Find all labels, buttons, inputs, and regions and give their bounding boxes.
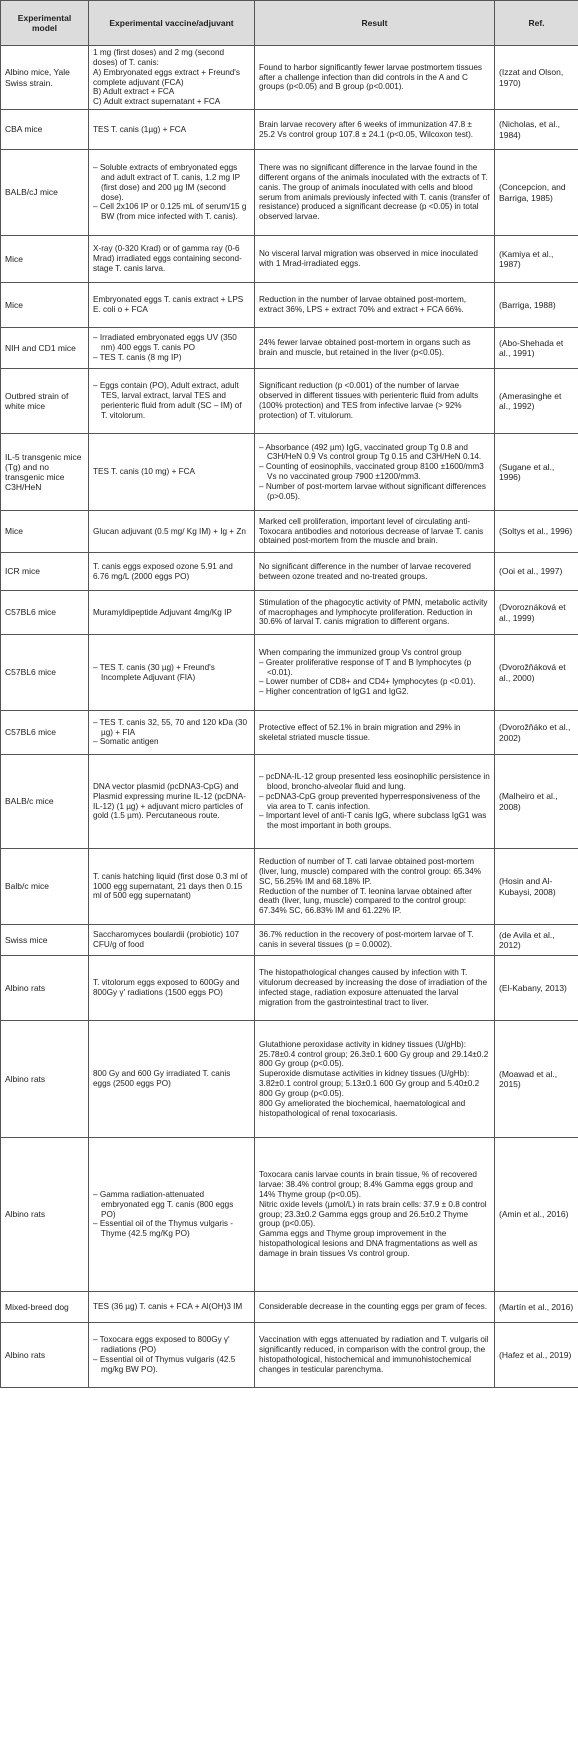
table-row — [1, 925, 578, 956]
result-line: Gamma eggs and Thyme group improvement in the histopathological lesions and DNA fragmentations as well as damage in brain tissues Vs control group. — [259, 1229, 478, 1259]
ref-cell: (Dvorožňáková et al., 2000) — [495, 635, 578, 711]
result-line: – pcDNA-IL-12 group presented less eosinophilic persistence in blood, broncho-alveolar fluid and lung. — [259, 772, 490, 791]
model-cell: BALB/cJ mice — [1, 150, 89, 236]
result-cell — [255, 1138, 495, 1292]
table-row — [1, 849, 578, 925]
vaccine-line: – Toxocara eggs exposed to 800Gy γ' radiations (PO) — [93, 1335, 230, 1355]
vaccine-line: TES (36 µg) T. canis + FCA + Al(OH)3 IM — [93, 1302, 243, 1312]
model-cell: Albino rats — [1, 1021, 89, 1138]
result-line: Reduction of the number of T. leonina larvae obtained after death (liver, lung, muscle) compared to the control group: 67.34% SC, 66.83% IM and 61.22% IP. — [259, 886, 472, 916]
vaccine-line: – Gamma radiation-attenuated embryonated egg T. canis (800 eggs PO) — [93, 1189, 234, 1219]
result-line: 36.7% reduction in the recovery of post-mortem larvae of T. canis in several tissues (p = 0.0002). — [259, 930, 474, 950]
vaccine-line: – Essential oil of the Thymus vulgaris - Thyme (42.5 mg/Kg PO) — [93, 1219, 234, 1239]
ref-cell: (Hafez et al., 2019) — [495, 1323, 578, 1388]
result-cell — [255, 1021, 495, 1138]
vaccine-line: TES T. canis (10 mg) + FCA — [93, 467, 195, 477]
header-model: Experimental model — [1, 1, 89, 46]
result-line: Found to harbor significantly fewer larvae postmortem tissues after a challenge infection than did controls in the A and C groups (p<0.05) and B group (p<0.001). — [259, 62, 482, 92]
vaccine-cell — [89, 635, 255, 711]
vaccine-line: Saccharomyces boulardii (probiotic) 107 CFU/g of food — [93, 930, 240, 950]
table-row — [1, 110, 578, 150]
model-cell: Outbred strain of white mice — [1, 369, 89, 434]
vaccine-line: – Soluble extracts of embryonated eggs and adult extract of T. canis, 1.2 mg IP (first dose) and 200 µg IM (second dose). — [93, 163, 240, 202]
model-cell: Balb/c mice — [1, 849, 89, 925]
ref-cell: (Concepcion, and Barriga, 1985) — [495, 150, 578, 236]
result-cell — [255, 849, 495, 925]
model-cell: CBA mice — [1, 110, 89, 150]
vaccine-cell — [89, 755, 255, 849]
table-row — [1, 1021, 578, 1138]
result-line: Reduction of number of T. cati larvae obtained post-mortem (liver, lung, muscle) compared with the control group: 65.34% SC, 56.25% IM and 68.18% IP. — [259, 857, 482, 886]
table-row — [1, 434, 578, 511]
ref-cell: (Moawad et al., 2015) — [495, 1021, 578, 1138]
vaccine-cell — [89, 956, 255, 1021]
vaccine-line: – Irradiated embryonated eggs UV (350 nm) 400 eggs T. canis PO — [93, 333, 237, 353]
result-line: There was no significant difference in the larvae found in the different organs of the animals inoculated with the extracts of T. canis. The group of animals inoculated with cells and blood serum from animals previously infected with T. canis (transfer of resistance) produced a significant decrease (p <0.05) in total observed larvae. — [259, 163, 490, 222]
result-line: No significant difference in the number of larvae recovered between ozone treated and no-treated groups. — [259, 561, 471, 581]
vaccine-cell — [89, 1292, 255, 1323]
table-row — [1, 46, 578, 110]
vaccine-line: A) Embryonated eggs extract + Freund's complete adjuvant (FCA) — [93, 67, 240, 87]
result-cell — [255, 369, 495, 434]
table-row — [1, 553, 578, 591]
table-row — [1, 236, 578, 283]
vaccine-cell — [89, 46, 255, 110]
model-cell: BALB/c mice — [1, 755, 89, 849]
table-row — [1, 511, 578, 553]
model-cell: Albino rats — [1, 1323, 89, 1388]
vaccine-line: Embryonated eggs T. canis extract + LPS E. coli o + FCA — [93, 295, 244, 315]
vaccine-line: – TES T. canis 32, 55, 70 and 120 kDa (30 µg) + FIA — [93, 717, 247, 737]
table-row — [1, 591, 578, 635]
result-line: Vaccination with eggs attenuated by radiation and T. vulgaris oil significantly reduced, in comparison with the control group, the histopathological, histochemical and immunohistochemical changes in testicular parenchyma. — [259, 1335, 489, 1374]
vaccine-cell — [89, 925, 255, 956]
vaccine-line: C) Adult extract supernatant + FCA — [93, 97, 221, 107]
result-cell — [255, 1323, 495, 1388]
model-cell: C57BL6 mice — [1, 635, 89, 711]
result-cell — [255, 1292, 495, 1323]
vaccine-cell — [89, 236, 255, 283]
model-cell: C57BL6 mice — [1, 591, 89, 635]
result-line: – Lower number of CD8+ and CD4+ lymphocytes (p <0.01). — [259, 677, 476, 687]
vaccine-cell — [89, 1138, 255, 1292]
result-cell — [255, 46, 495, 110]
result-line: Superoxide dismutase activities in kidney tissues (U/gHb): 3.82±0.1 control group; 5.13±0.1 600 Gy group and 5.40±0.2 800 Gy group (p<0.05). — [259, 1069, 480, 1098]
result-line: – Absorbance (492 µm) IgG, vaccinated group Tg 0.8 and C3H/HeN 0.9 Vs control group Tg 0.15 and C3H/HeN 0.14. — [259, 442, 482, 462]
model-cell: IL-5 transgenic mice (Tg) and no transgenic mice C3H/HeN — [1, 434, 89, 511]
table-row — [1, 755, 578, 849]
vaccine-cell — [89, 511, 255, 553]
result-cell — [255, 711, 495, 755]
table-row — [1, 150, 578, 236]
result-line: When comparing the immunized group Vs control group — [259, 647, 462, 657]
model-cell: Mice — [1, 236, 89, 283]
ref-cell: (Dvorožňáko et al., 2002) — [495, 711, 578, 755]
ref-cell: (Abo-Shehada et al., 1991) — [495, 328, 578, 369]
ref-cell: (Soltys et al., 1996) — [495, 511, 578, 553]
result-cell — [255, 635, 495, 711]
table-row — [1, 711, 578, 755]
result-line: Marked cell proliferation, important level of circulating anti-Toxocara antibodies and notorious decrease of larvae T. canis obtained post-mortem from the muscle and brain. — [259, 516, 484, 546]
model-cell: Albino mice, Yale Swiss strain. — [1, 46, 89, 110]
result-line: Protective effect of 52.1% in brain migration and 29% in skeletal striated muscle tissue. — [259, 722, 461, 742]
model-cell: Mixed-breed dog — [1, 1292, 89, 1323]
vaccine-cell — [89, 1021, 255, 1138]
table-body — [1, 46, 578, 1388]
vaccine-line: – Cell 2x106 IP or 0.125 mL of serum/15 g BW (from mice infected with T. canis). — [93, 202, 247, 222]
vaccine-cell — [89, 369, 255, 434]
result-cell — [255, 591, 495, 635]
ref-cell: (de Avila et al., 2012) — [495, 925, 578, 956]
result-cell — [255, 755, 495, 849]
result-line: Stimulation of the phagocytic activity of PMN, metabolic activity of macrophages and lymphocyte proliferation. Reduction in 30.6% of larval T. canis migration to different organs. — [259, 597, 488, 627]
vaccine-cell — [89, 591, 255, 635]
result-cell — [255, 925, 495, 956]
result-line: No visceral larval migration was observed in mice inoculated with 1 Mrad-irradiated eggs. — [259, 249, 478, 269]
ref-cell: (El-Kabany, 2013) — [495, 956, 578, 1021]
vaccine-line: 800 Gy and 600 Gy irradiated T. canis eggs (2500 eggs PO) — [93, 1069, 231, 1089]
result-line: Reduction in the number of larvae obtained post-mortem, extract 36%, LPS + extract 70% and extract + FCA 66%. — [259, 295, 467, 315]
vaccine-cell — [89, 434, 255, 511]
table-row — [1, 956, 578, 1021]
vaccine-cell — [89, 1323, 255, 1388]
table-row — [1, 1323, 578, 1388]
result-line: The histopathological changes caused by infection with T. vitulorum decreased by increasing the dose of irradiation of the infected stage, radiation exposure attenuated the larval migration from the gastrointestinal tract to liver. — [259, 968, 488, 1007]
vaccine-line: T. vitolorum eggs exposed to 600Gy and 800Gy γ' radiations (1500 eggs PO) — [93, 978, 240, 998]
model-cell: ICR mice — [1, 553, 89, 591]
result-line: – pcDNA3-CpG group prevented hyperresponsiveness of the via area to T. canis infection. — [259, 791, 481, 811]
ref-cell: (Amin et al., 2016) — [495, 1138, 578, 1292]
result-line: – Number of post-mortem larvae without significant differences (p>0.05). — [259, 481, 486, 501]
ref-cell: (Kamiya et al., 1987) — [495, 236, 578, 283]
result-line: Significant reduction (p <0.001) of the number of larvae observed in different tissues with perienteric fluid from adults (100% protection) and TES from infective larvae (> 92% protection) of T. vitulorum. — [259, 381, 479, 420]
result-line: Glutathione peroxidase activity in kidney tissues (U/gHb): 25.78±0.4 control group; 26.3±0.1 600 Gy group and 29.14±0.2 800 Gy group (p<0.05). — [259, 1039, 489, 1069]
ref-cell: (Barriga, 1988) — [495, 283, 578, 328]
vaccine-cell — [89, 283, 255, 328]
ref-cell: (Martín et al., 2016) — [495, 1292, 578, 1323]
vaccine-line: Muramyldipeptide Adjuvant 4mg/Kg IP — [93, 607, 232, 617]
ref-cell: (Ooi et al., 1997) — [495, 553, 578, 591]
ref-cell: (Dvoroznáková et al., 1999) — [495, 591, 578, 635]
result-cell — [255, 236, 495, 283]
vaccine-line: T. canis eggs exposed ozone 5.91 and 6.76 mg/L (2000 eggs PO) — [93, 561, 233, 581]
model-cell: Mice — [1, 511, 89, 553]
table-header-row — [1, 1, 578, 46]
result-line: 800 Gy ameliorated the biochemical, haematological and histopathological of renal toxocariasis. — [259, 1098, 466, 1118]
result-cell — [255, 328, 495, 369]
result-cell — [255, 511, 495, 553]
header-result: Result — [255, 1, 495, 46]
vaccine-line: – TES T. canis (30 µg) + Freund's Incomplete Adjuvant (FIA) — [93, 662, 215, 682]
result-line: Considerable decrease in the counting eggs per gram of feces. — [259, 1302, 488, 1312]
vaccine-cell — [89, 849, 255, 925]
model-cell: Albino rats — [1, 956, 89, 1021]
ref-cell: (Amerasinghe et al., 1992) — [495, 369, 578, 434]
result-cell — [255, 956, 495, 1021]
model-cell: Swiss mice — [1, 925, 89, 956]
result-line: Brain larvae recovery after 6 weeks of immunization 47.8 ± 25.2 Vs control group 107.8 ± 24.1 (p<0.05, Wilcoxon test). — [259, 119, 474, 139]
ref-cell: (Malheiro et al., 2008) — [495, 755, 578, 849]
table-row — [1, 369, 578, 434]
table-row — [1, 283, 578, 328]
vaccine-cell — [89, 110, 255, 150]
result-cell — [255, 434, 495, 511]
vaccine-line: 1 mg (first doses) and 2 mg (second doses) of T. canis: — [93, 48, 225, 67]
vaccine-line: – Essential oil of Thymus vulgaris (42.5 mg/kg BW PO). — [93, 1355, 236, 1374]
result-line: – Important level of anti-T canis IgG, where subclass IgG1 was the most important in both groups. — [259, 811, 487, 831]
result-line: – Higher concentration of IgG1 and IgG2. — [259, 687, 409, 697]
model-cell: C57BL6 mice — [1, 711, 89, 755]
vaccine-line: Glucan adjuvant (0.5 mg/ Kg IM) + Ig + Zn — [93, 526, 246, 536]
result-cell — [255, 553, 495, 591]
ref-cell: (Izzat and Olson, 1970) — [495, 46, 578, 110]
table-row — [1, 1292, 578, 1323]
vaccine-line: B) Adult extract + FCA — [93, 87, 175, 97]
vaccine-line: X-ray (0-320 Krad) or of gamma ray (0-6 Mrad) irradiated eggs containing second-stage T. canis larva. — [93, 244, 242, 273]
vaccine-line: – Eggs contain (PO), Adult extract, adult TES, larval extract, larval TES and perienteric fluid from adult (SC – IM) of T. vitolorum. — [93, 381, 242, 420]
vaccine-cell — [89, 711, 255, 755]
result-line: 24% fewer larvae obtained post-mortem in organs such as brain and muscle, but retained in the liver (p<0.05). — [259, 338, 471, 358]
result-cell — [255, 110, 495, 150]
ref-cell: (Nicholas, et al., 1984) — [495, 110, 578, 150]
vaccine-line: – TES T. canis (8 mg IP) — [93, 352, 182, 362]
vaccine-line: TES T. canis (1µg) + FCA — [93, 124, 187, 134]
model-cell: NIH and CD1 mice — [1, 328, 89, 369]
result-cell — [255, 283, 495, 328]
table-row — [1, 328, 578, 369]
ref-cell: (Hosin and Al-Kubaysi, 2008) — [495, 849, 578, 925]
table-row — [1, 635, 578, 711]
vaccine-line: DNA vector plasmid (pcDNA3-CpG) and Plasmid expressing murine IL-12 (pcDNA-IL-12) (1 µg) + adjuvant micro particles of gold (1.5 µm). Percutaneous route. — [93, 781, 246, 821]
vaccine-cell — [89, 150, 255, 236]
result-line: Nitric oxide levels (µmol/L) in rats brain cells: 37.9 ± 0.8 control group; 23.3±0.2 Gamma eggs group and 26.5±0.2 Thyme group (p<0.05). — [259, 1199, 487, 1229]
vaccine-cell — [89, 328, 255, 369]
result-cell — [255, 150, 495, 236]
model-cell: Mice — [1, 283, 89, 328]
vaccine-cell — [89, 553, 255, 591]
result-line: – Counting of eosinophils, vaccinated group 8100 ±1600/mm3 Vs no vaccinated group 7900 ±1200/mm3. — [259, 462, 484, 482]
vaccine-line: T. canis hatching liquid (first dose 0.3 ml of 1000 egg supernatant, 21 days then 0.15 ml of 500 egg supernatant) — [93, 871, 248, 901]
vaccine-line: – Somatic antigen — [93, 737, 159, 747]
header-ref: Ref. — [495, 1, 578, 46]
result-line: Toxocara canis larvae counts in brain tissue, % of recovered larvae: 38.4% control group; 8.4% Gamma eggs group and 14% Thyme group (p<0.05). — [259, 1170, 477, 1199]
table-row — [1, 1138, 578, 1292]
header-vaccine: Experimental vaccine/adjuvant — [89, 1, 255, 46]
ref-cell: (Sugane et al., 1996) — [495, 434, 578, 511]
result-line: – Greater proliferative response of T and B lymphocytes (p <0.01). — [259, 657, 472, 677]
model-cell: Albino rats — [1, 1138, 89, 1292]
